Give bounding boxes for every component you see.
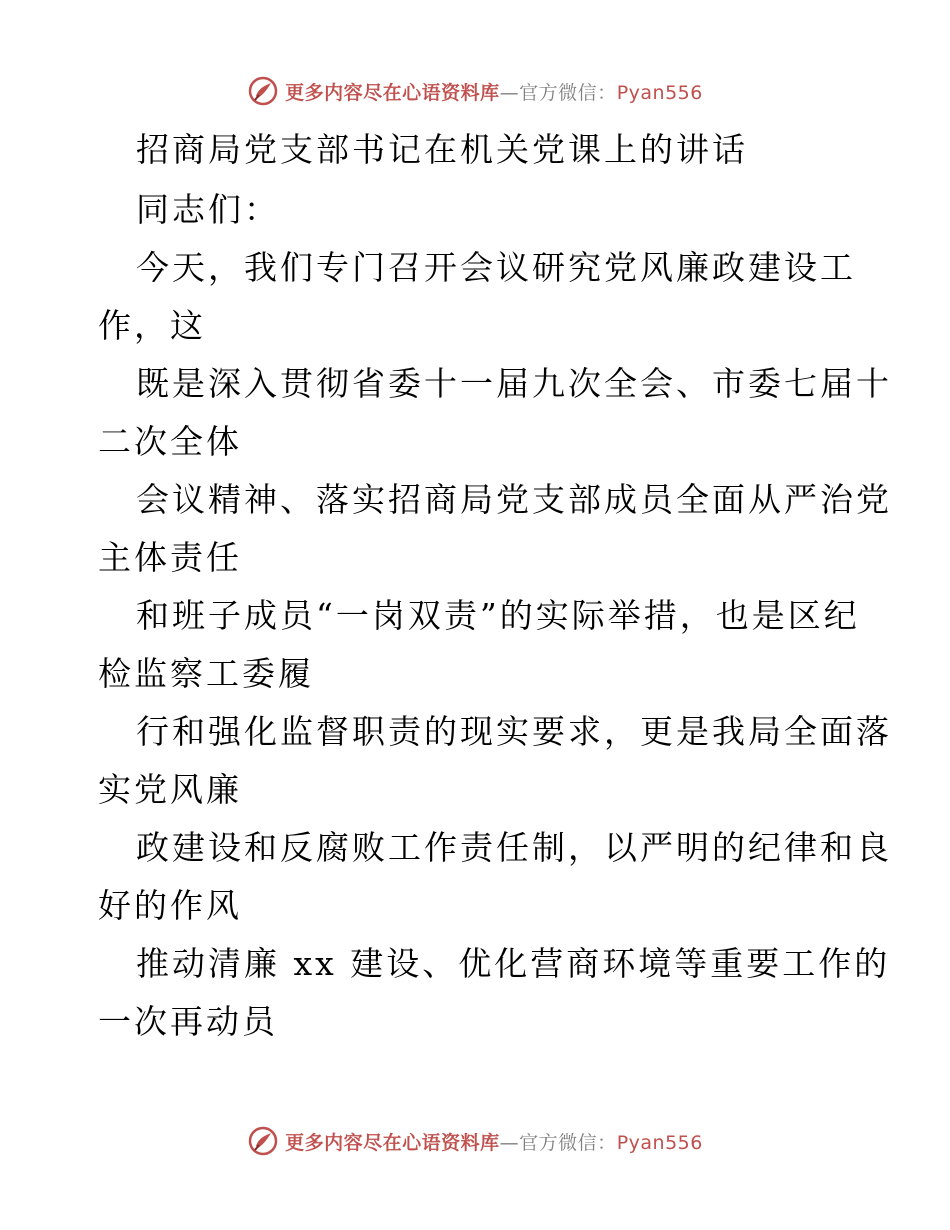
text-line: 一次再动员 [98,1002,278,1041]
watermark-separator: — [499,81,520,104]
document-title: 招商局党支部书记在机关党课上的讲话 [136,130,748,169]
watermark-main-text: 更多内容尽在心语资料库 [285,1131,500,1154]
text-line: 行和强化监督职责的现实要求，更是我局全面落 [136,712,892,751]
footer-watermark [0,1121,950,1161]
text-line: 主体责任 [98,538,242,577]
text-line: 作，这 [98,306,206,345]
text-line: 和班子成员“一岗双责”的实际举措，也是区纪 [136,596,860,635]
text-line: 实党风廉 [98,770,242,809]
rose-pen-logo-icon [247,1125,279,1157]
text-line: 今天，我们专门召开会议研究党风廉政建设工 [136,248,856,287]
text-line: 检监察工委履 [98,654,314,693]
text-line: 既是深入贯彻省委十一届九次全会、市委七届十 [136,364,892,403]
watermark-label: 官方微信： [519,1131,617,1154]
text-line: 推动清廉 xx 建设、优化营商环境等重要工作的 [136,944,891,983]
watermark-label: 官方微信： [519,81,617,104]
header-watermark [0,71,950,111]
watermark-main-text: 更多内容尽在心语资料库 [285,81,500,104]
text-line: 好的作风 [98,886,242,925]
watermark-id: Pyan556 [616,81,703,104]
text-line: 政建设和反腐败工作责任制，以严明的纪律和良 [136,828,892,867]
watermark-id: Pyan556 [616,1131,703,1154]
text-line: 二次全体 [98,422,242,461]
text-line: 会议精神、落实招商局党支部成员全面从严治党 [136,480,892,519]
watermark-separator: — [499,1131,520,1154]
rose-pen-logo-icon [247,75,279,107]
salutation: 同志们： [136,190,280,229]
